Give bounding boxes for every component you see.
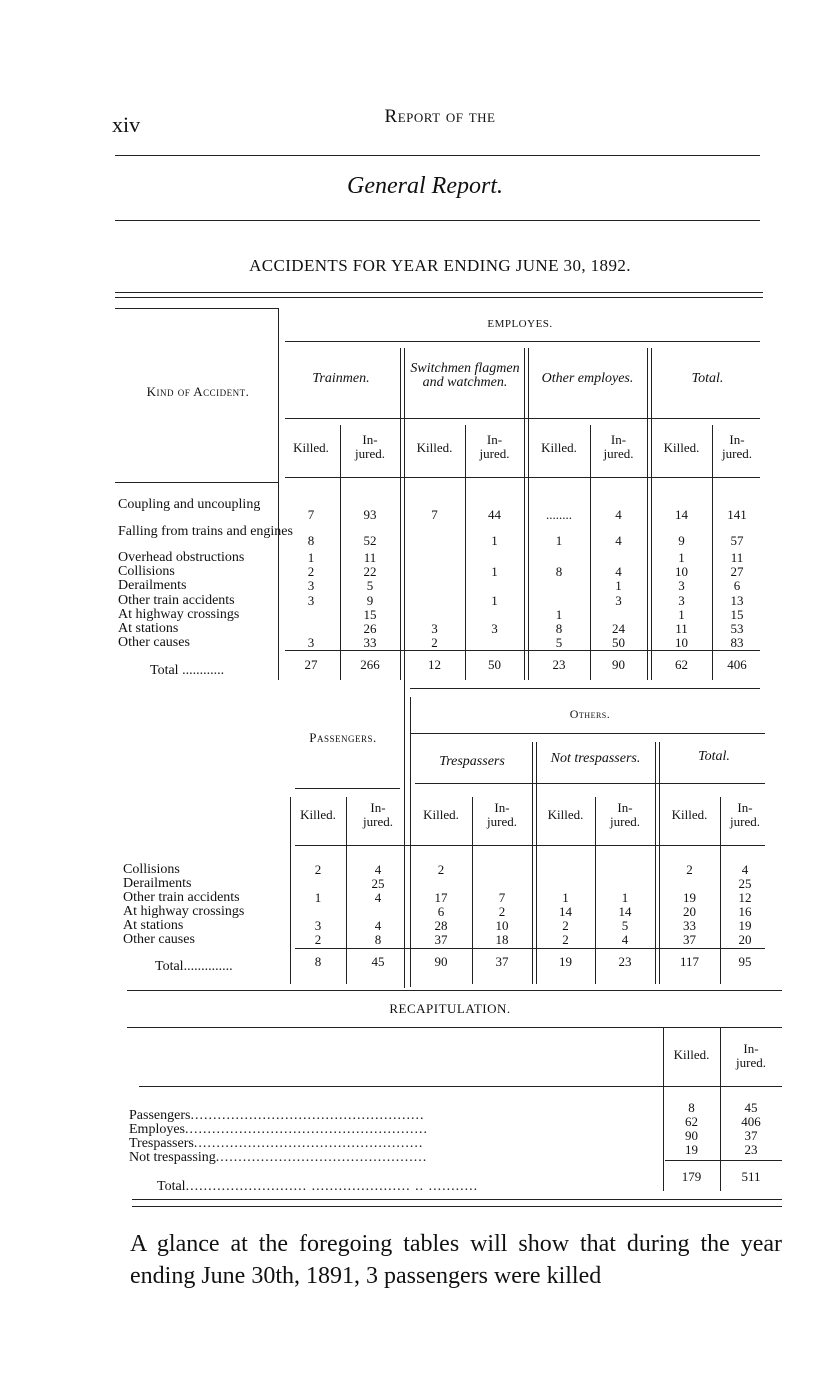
table-cell: 2 <box>686 862 693 877</box>
killed-header: Killed. <box>671 807 708 822</box>
row-label: At highway crossings <box>118 607 240 622</box>
table-cell: 25 <box>738 876 752 891</box>
rule <box>115 292 763 293</box>
table-cell: 33 <box>363 635 377 650</box>
injured-header: In- jured. <box>722 432 752 461</box>
total-cell: 23 <box>618 954 632 969</box>
running-head: Report of the <box>384 106 496 127</box>
table-cell: 2 <box>307 564 315 579</box>
table-cell: 1 <box>491 533 498 548</box>
total-cell: 62 <box>675 657 688 672</box>
table-cell: 50 <box>612 635 625 650</box>
table-cell: 1 <box>678 550 685 565</box>
table-cell: 1 <box>491 593 498 608</box>
recap-killed-cell: 62 <box>685 1114 698 1129</box>
table-cell: 10 <box>495 918 509 933</box>
table-cell: 11 <box>730 550 744 565</box>
table-cell: 2 <box>437 862 445 877</box>
recap-total-label: Total........................... ...................... .. ........... <box>157 1179 479 1194</box>
table-cell: 3 <box>491 621 498 636</box>
recap-injured-header: In- jured. <box>736 1041 766 1070</box>
table-cell: 3 <box>678 593 685 608</box>
table-cell: 1 <box>555 607 563 622</box>
row-label: At stations <box>123 918 184 933</box>
table-cell: 6 <box>733 578 741 593</box>
table-cell: 4 <box>374 918 382 933</box>
table-cell: 9 <box>366 593 374 608</box>
injured-header: In- jured. <box>487 800 517 829</box>
recap-killed-header: Killed. <box>673 1047 710 1062</box>
table-cell: 19 <box>738 918 752 933</box>
injured-header: In- jured. <box>355 432 385 461</box>
table-cell: 18 <box>495 932 509 947</box>
table-cell: 5 <box>621 918 629 933</box>
row-label: Other train accidents <box>118 593 235 608</box>
table-cell: 8 <box>374 932 382 947</box>
row-label: Other train accidents <box>123 890 240 905</box>
recap-title: RECAPITULATION. <box>389 1001 511 1016</box>
table-cell: 28 <box>434 918 448 933</box>
table-cell: 13 <box>730 593 744 608</box>
table-cell: 3 <box>678 578 685 593</box>
total-cell: 19 <box>559 954 572 969</box>
table-cell: 37 <box>434 932 448 947</box>
table-cell: 15 <box>730 607 744 622</box>
table-cell: 12 <box>738 890 752 905</box>
table-title: ACCIDENTS FOR YEAR ENDING JUNE 30, 1892. <box>249 256 631 275</box>
killed-header: Killed. <box>547 807 584 822</box>
recap-injured-cell: 406 <box>741 1114 761 1129</box>
table-cell: 8 <box>555 621 563 636</box>
row-label: Overhead obstructions <box>118 550 245 565</box>
recap-row-label: Passengers.................................................... <box>129 1108 425 1123</box>
table-cell: 20 <box>683 904 696 919</box>
total-cell: 8 <box>314 954 322 969</box>
table-cell: 2 <box>498 904 506 919</box>
total-cell: 23 <box>552 657 566 672</box>
body-paragraph: A glance at the foregoing tables will show that during the year ending June 30th, 1891, 3 passengers were killed <box>130 1231 782 1289</box>
table-cell: 10 <box>675 635 688 650</box>
table-cell: 19 <box>683 890 696 905</box>
injured-header: In- jured. <box>730 800 760 829</box>
table-cell: 44 <box>488 507 501 522</box>
table-cell: 24 <box>612 621 625 636</box>
table-cell: 2 <box>562 932 569 947</box>
table-cell: 14 <box>618 904 632 919</box>
table-cell: 83 <box>730 635 744 650</box>
table-cell: 16 <box>738 904 752 919</box>
killed-header: Killed. <box>541 440 577 455</box>
table-cell: 2 <box>431 635 438 650</box>
row-label: At highway crossings <box>123 904 245 919</box>
row-label: Collisions <box>123 862 180 877</box>
recap-row-label-text: Trespassers <box>129 1136 194 1151</box>
table-cell: 2 <box>314 862 322 877</box>
rule <box>115 297 763 298</box>
injured-header: In- jured. <box>603 432 634 461</box>
table-cell: 3 <box>307 593 315 608</box>
table-cell: 1 <box>678 607 685 622</box>
total-cell: 117 <box>679 954 700 969</box>
recap-row-label-text: Employes <box>129 1122 185 1137</box>
total-label: Total ............ <box>150 663 225 678</box>
col-group-trainmen: Trainmen. <box>312 371 370 386</box>
injured-header: In- jured. <box>479 432 510 461</box>
table-cell: 7 <box>307 507 315 522</box>
table-cell: 1 <box>307 550 315 565</box>
rule <box>115 155 760 156</box>
table-cell: 4 <box>741 862 749 877</box>
recap-row-label-text: Passengers <box>129 1108 191 1123</box>
recap-row-label: Not trespassing............................................... <box>129 1150 428 1165</box>
table-cell: 25 <box>371 876 385 891</box>
row-label: Derailments <box>118 578 187 593</box>
table-cell: 9 <box>678 533 685 548</box>
table-cell: 5 <box>366 578 374 593</box>
recap-killed-cell: 8 <box>688 1100 695 1115</box>
table-cell: 52 <box>363 533 377 548</box>
col-group-other-employes: Other employes. <box>541 371 634 386</box>
total-cell: 27 <box>304 657 318 672</box>
col-group-switchmen: Switchmen flagmen and watchmen. <box>410 361 520 390</box>
total-cell: 12 <box>428 657 441 672</box>
employes-group-label: EMPLOYES. <box>487 318 553 330</box>
killed-header: Killed. <box>300 807 336 822</box>
table-cell: 3 <box>307 635 315 650</box>
recap-row-label: Trespassers................................................... <box>129 1136 424 1151</box>
table-cell: 141 <box>727 507 747 522</box>
recap-killed-cell: 90 <box>685 1128 698 1143</box>
kind-of-accident-header: Kind of Accident. <box>146 384 250 399</box>
rule <box>115 220 760 221</box>
col-group-total: Total. <box>691 371 724 386</box>
killed-header: Killed. <box>293 440 329 455</box>
table-cell: 22 <box>363 564 377 579</box>
table-cell: 6 <box>437 904 445 919</box>
injured-header: In- jured. <box>363 800 393 829</box>
total-cell: 37 <box>495 954 509 969</box>
table-cell: 8 <box>555 564 563 579</box>
killed-header: Killed. <box>663 440 700 455</box>
total-cell: 406 <box>727 657 747 672</box>
total-cell: 90 <box>434 954 448 969</box>
table-cell: 1 <box>555 533 563 548</box>
table-cell: 3 <box>431 621 438 636</box>
table-cell: 33 <box>683 918 696 933</box>
recap-injured-cell: 37 <box>744 1128 758 1143</box>
table-cell: 2 <box>562 918 569 933</box>
table-cell: 11 <box>675 621 688 636</box>
table-cell: 4 <box>615 533 622 548</box>
col-group-trespassers: Trespassers <box>439 754 505 769</box>
table-cell: 5 <box>555 635 563 650</box>
recap-total-injured: 511 <box>741 1169 761 1184</box>
table-cell: 27 <box>730 564 744 579</box>
table-cell: 4 <box>374 890 382 905</box>
table-cell: 1 <box>314 890 322 905</box>
table-cell: 3 <box>615 593 622 608</box>
table-cell: 2 <box>314 932 322 947</box>
table-cell: 4 <box>621 932 629 947</box>
table-cell: 57 <box>730 533 744 548</box>
table-cell: 1 <box>615 578 622 593</box>
recap-total-killed: 179 <box>681 1169 702 1184</box>
table-cell: 1 <box>562 890 569 905</box>
injured-header: In- jured. <box>610 800 640 829</box>
table-cell: 4 <box>374 862 382 877</box>
row-label: Derailments <box>123 876 192 891</box>
table-cell: 17 <box>434 890 448 905</box>
col-group-others-total: Total. <box>698 749 730 764</box>
total-cell: 50 <box>488 657 501 672</box>
passengers-label: Passengers. <box>309 730 377 745</box>
row-label: Coupling and uncoupling <box>118 497 261 512</box>
section-title: General Report. <box>347 173 503 199</box>
table-cell: 8 <box>307 533 315 548</box>
row-label: Other causes <box>118 635 190 650</box>
table-cell: 1 <box>491 564 498 579</box>
table-cell: 37 <box>683 932 696 947</box>
recap-injured-cell: 45 <box>744 1100 758 1115</box>
total-cell: 90 <box>612 657 625 672</box>
table-cell: 53 <box>730 621 744 636</box>
table-cell: ........ <box>546 507 572 522</box>
table-cell: 14 <box>559 904 572 919</box>
killed-header: Killed. <box>416 440 453 455</box>
recap-row-label: Employes...................................................... <box>129 1122 428 1137</box>
table-cell: 26 <box>363 621 377 636</box>
killed-header: Killed. <box>423 807 459 822</box>
table-cell: 93 <box>363 507 377 522</box>
recap-killed-cell: 19 <box>685 1142 698 1157</box>
total-cell: 45 <box>371 954 385 969</box>
table-cell: 10 <box>675 564 688 579</box>
table-cell: 11 <box>363 550 377 565</box>
total-cell: 266 <box>360 657 380 672</box>
table-cell: 3 <box>307 578 315 593</box>
page-number: xiv <box>112 112 141 137</box>
total-label: Total.............. <box>155 959 233 974</box>
table-cell: 4 <box>615 507 622 522</box>
table-cell: 14 <box>675 507 688 522</box>
col-group-not-trespassers: Not trespassers. <box>550 751 641 766</box>
row-label: Falling from trains and engines <box>118 524 293 539</box>
recap-injured-cell: 23 <box>744 1142 758 1157</box>
total-cell: 95 <box>738 954 752 969</box>
table-cell: 15 <box>363 607 377 622</box>
table-cell: 7 <box>498 890 506 905</box>
table-cell: 4 <box>615 564 622 579</box>
row-label: Collisions <box>118 564 175 579</box>
table-cell: 20 <box>738 932 752 947</box>
recap-row-label-text: Not trespassing <box>129 1150 216 1165</box>
table-cell: 7 <box>431 507 438 522</box>
row-label: Other causes <box>123 932 195 947</box>
row-label: At stations <box>118 621 179 636</box>
others-label: Others. <box>569 707 611 721</box>
table-cell: 1 <box>621 890 629 905</box>
table-cell: 3 <box>314 918 322 933</box>
